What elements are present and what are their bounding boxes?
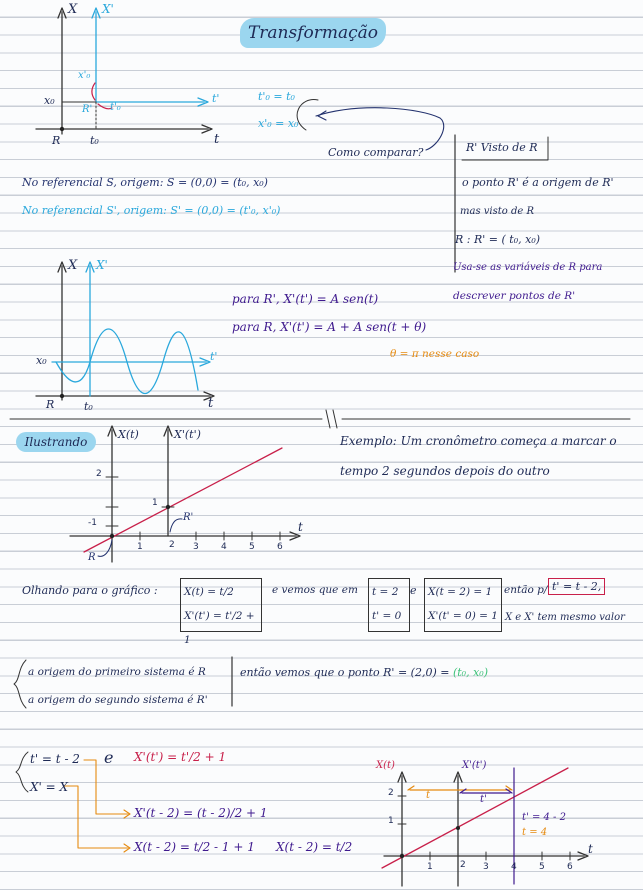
s1-red-arrow-up [92,83,95,100]
s1-box-line3: R : R' = ( t₀, x₀) [455,233,541,246]
s1-box-line1: o ponto R' é a origem de R' [462,176,614,189]
s1-box-title: R' Visto de R [466,141,538,154]
s3-tick-x-6: 6 [277,542,283,552]
s4-g-tick-x-1: 1 [427,862,433,872]
s3-axis-x-prime [164,426,172,536]
s4-g-eq2: t = 4 [522,827,548,838]
s2-label-x-prime: X' [96,258,108,272]
s3-box2 [368,578,410,632]
s1-origin-R [60,127,64,131]
s1-label-x-prime: X' [102,2,114,16]
s1-brace [297,100,318,130]
s3-box2-line1: t = 2 [372,586,399,598]
s1-eq-x0 [258,117,298,130]
divider-mark [326,410,337,428]
s3-label-R-prime: R' [183,512,194,523]
s4-g-arrow-t-label: t [426,790,431,801]
s4-g-label-x-prime: X'(t') [462,760,487,771]
s4-arrow-2 [64,786,130,852]
s3-box3 [424,578,502,632]
s1-ref-s: No referencial S, origem: S = (0,0) = (t₀, x₀) [22,176,268,189]
s4-arrow-t [408,786,512,790]
s3-box1 [180,578,262,646]
s3-entao-vemos [240,666,488,679]
s4-system-brace [16,752,28,792]
s4-sys2: X' = X [30,780,69,794]
s1-eq-x0-text: x'₀ = x₀ [258,117,299,130]
s4-g-tick-y-2: 2 [388,788,394,798]
s2-label-x: X [68,258,78,273]
s1-box-line2: mas visto de R [460,206,534,217]
s3-label-t: t [298,520,303,534]
s1-box-line4: Usa-se as variáveis de R para [453,262,603,273]
s3-entao: então p/ [504,584,548,596]
s3-box1-line1: X(t) = t/2 [184,586,234,598]
s4-g-label-x: X(t) [376,760,395,771]
s3-box3-line1: X(t = 2) = 1 [428,586,493,598]
s4-g-tick-x-3: 3 [483,862,489,872]
s2-para-R-prime: para R', X'(t') = A sen(t) [232,292,379,306]
s1-label-t-prime: t' [212,92,220,105]
s1-label-x0: x₀ [44,94,55,107]
s1-label-x: X [68,2,78,17]
s3-box4: t' = t - 2, [548,578,605,595]
s4-xprime-eq: X'(t') = t'/2 + 1 [134,750,227,764]
s3-olhando: Olhando para o gráfico : [22,584,158,597]
s3-tick-y-2: 2 [96,469,102,479]
s3-origem2: a origem do segundo sistema é R' [28,694,208,706]
s3-tick-x-5: 5 [249,542,255,552]
s1-axis-x-prime [92,8,100,102]
s4-result: X(t - 2) = t/2 [276,840,353,854]
s1-question: Como comparar? [328,146,424,159]
s1-curved-arrow [316,108,444,150]
s3-pill-text: Ilustrando [24,435,88,449]
s2-para-R: para R, X'(t') = A + A sen(t + θ) [232,320,427,334]
s3-axis-t [70,532,300,540]
s2-axis-x [58,262,66,400]
s4-g-tick-x-2: 2 [460,860,466,870]
s1-label-t: t [214,132,220,147]
s4-g-label-t: t [588,842,593,856]
s3-tick-y-1: 1 [152,498,158,508]
s3-box3-line2: X'(t' = 0) = 1 [428,610,498,622]
s3-label-x: X(t) [118,428,139,441]
s1-label-t0: t₀ [90,134,99,147]
s3-box1-line2: X'(t') = t'/2 + 1 [184,610,255,646]
s3-pill [16,432,96,452]
s4-e: e [104,748,114,767]
s4-g-tick-x-6: 6 [567,862,573,872]
s4-g-arrow-t-prime-label: t' [480,794,487,805]
s1-eq-t0 [258,90,295,103]
s1-label-R: R [52,134,61,147]
s3-entao-vemos-text: então vemos que o ponto R' = (2,0) = [240,666,450,679]
s4-axis-x [398,772,406,886]
s2-axis-x-prime [86,262,94,396]
s3-box2-line2: t' = 0 [372,610,402,622]
s2-label-t0: t₀ [84,400,93,413]
s1-box-line5: descrever pontos de R' [453,290,576,302]
s2-label-R: R [46,398,55,411]
s3-arrow-R [98,540,112,556]
s2-sine-wave [56,329,198,394]
s4-sys1: t' = t - 2 [30,752,80,766]
s3-tick-x-2: 2 [169,540,175,550]
s3-example-line1: Exemplo: Um cronômetro começa a marcar o [340,434,617,448]
s4-g-eq1: t' = 4 - 2 [522,812,566,823]
s3-t0x0: (t₀, x₀) [452,666,488,679]
s1-axis-x [58,8,66,134]
s3-label-x-prime: X'(t') [174,428,201,441]
s3-tick-x-4: 4 [221,542,227,552]
s3-tick-x-1: 1 [137,542,143,552]
s3-origem1: a origem do primeiro sistema é R [28,666,206,678]
s3-xex: X e X' tem mesmo valor [505,612,625,623]
s3-e: e [410,584,417,597]
s1-label-x0-prime: x'₀ [78,70,91,81]
s3-label-R: R [88,552,96,563]
s4-g-tick-x-4: 4 [511,862,517,872]
page-title-text: Transformação [247,23,379,43]
s4-g-tick-y-1: 1 [388,816,394,826]
s3-e-vemos: e vemos que em [272,584,358,596]
s1-label-R-prime: R' [82,104,93,115]
s2-axis-t-prime [52,358,210,366]
s3-tick-x-3: 3 [193,542,199,552]
s2-origin-R [60,394,64,398]
s4-subst1: X'(t - 2) = (t - 2)/2 + 1 [134,806,268,820]
page-title [240,18,386,48]
s2-label-x0: x₀ [36,354,47,367]
s4-subst2: X(t - 2) = t/2 - 1 + 1 [134,840,255,854]
s4-arrow-1 [84,760,130,818]
s4-g-tick-x-5: 5 [539,862,545,872]
s3-arrow-R-prime [170,519,182,532]
s3-origin-brace [14,660,26,708]
s2-label-t-prime: t' [210,350,218,363]
s3-y-ticks [106,477,174,526]
s3-tick-y-neg1: -1 [88,518,97,528]
s3-example-line2: tempo 2 segundos depois do outro [340,464,550,478]
s1-eq-t0-text: t'₀ = t₀ [258,90,295,103]
s1-ref-s-prime: No referencial S', origem: S' = (0,0) = (t'₀, x'₀) [22,204,281,217]
s2-theta: θ = π nesse caso [390,348,480,360]
s1-label-t0-prime: t'₀ [110,102,121,113]
s2-label-t: t [208,396,214,411]
